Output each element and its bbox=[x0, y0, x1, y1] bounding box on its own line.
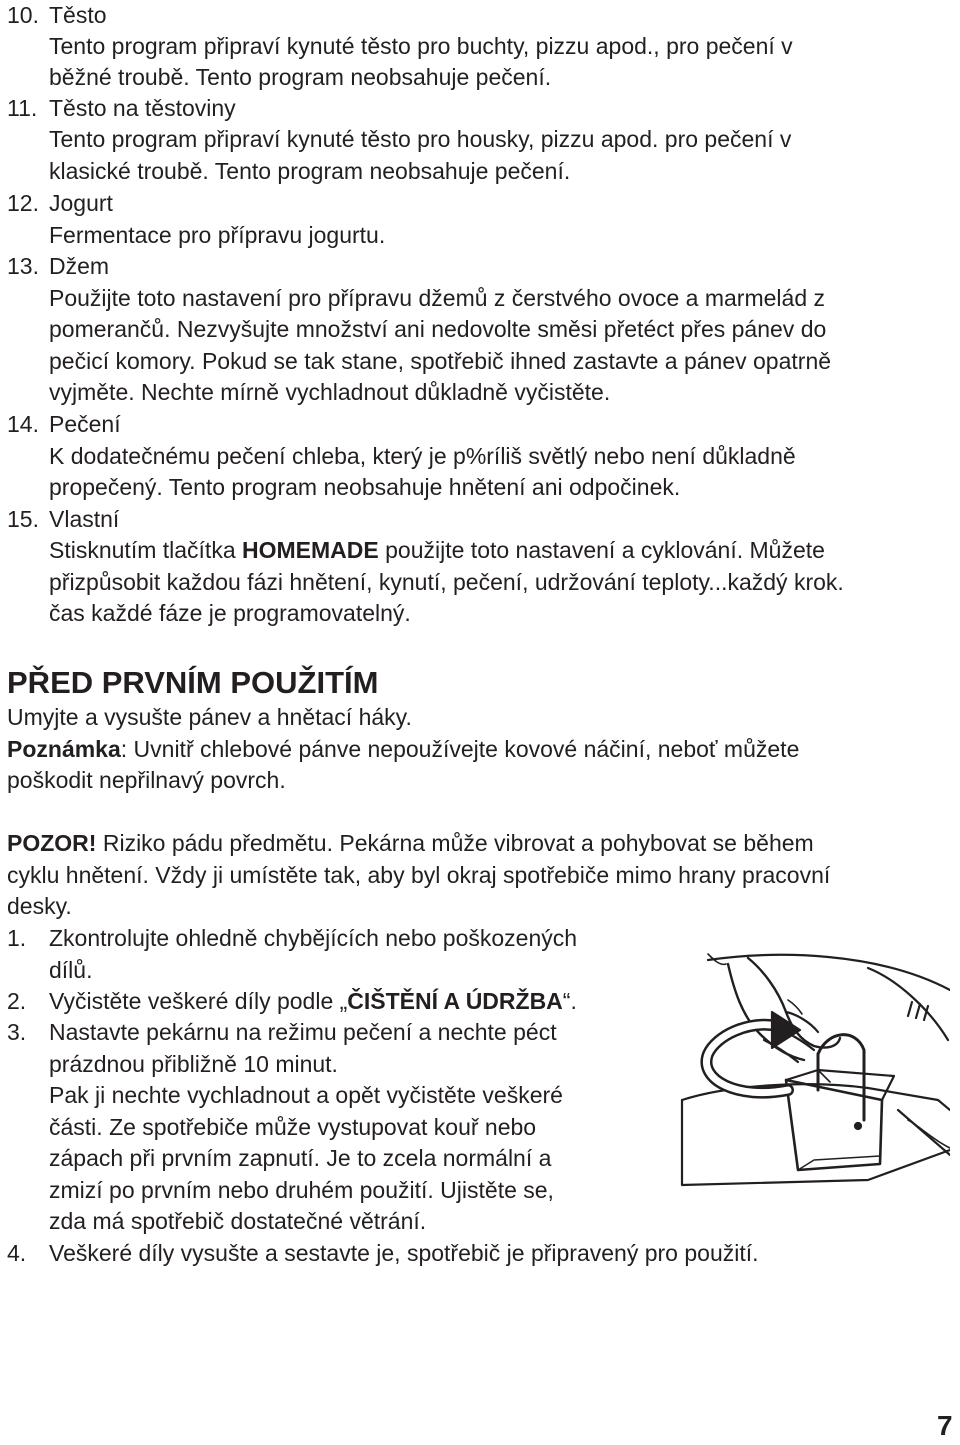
program-desc-line: čas každé fáze je programovatelný. bbox=[49, 600, 411, 626]
program-name: Těsto na těstoviny bbox=[49, 95, 236, 121]
cleaning-section-reference: ČIŠTĚNÍ A ÚDRŽBA bbox=[347, 988, 563, 1014]
program-desc-line bbox=[49, 535, 825, 567]
step-line: Zkontrolujte ohledně chybějících nebo poškozených bbox=[49, 925, 578, 951]
program-desc-line: Tento program připraví kynuté těsto pro buchty, pizzu apod., pro pečení v bbox=[49, 33, 793, 59]
warning-text: Riziko pádu předmětu. Pekárna může vibrovat a pohybovat se během bbox=[96, 830, 814, 856]
step-line: zápach při prvním zapnutí. Je to zcela normální a bbox=[49, 1145, 552, 1171]
step-line: Nastavte pekárnu na režimu pečení a nechte péct bbox=[49, 1019, 557, 1045]
warning-label: POZOR! bbox=[7, 830, 97, 856]
step-number: 2. bbox=[7, 988, 27, 1014]
program-name: Džem bbox=[49, 253, 110, 279]
program-desc-line: K dodatečnému pečení chleba, který je p%ríliš světlý nebo není důkladně bbox=[49, 443, 796, 469]
program-desc-line: propečený. Tento program neobsahuje hnětení ani odpočinek. bbox=[49, 474, 681, 500]
program-desc-line: pečicí komory. Pokud se tak stane, spotřebič ihned zastavte a pánev opatrně bbox=[49, 348, 832, 374]
warning-line bbox=[7, 828, 814, 860]
program-desc-line: klasické troubě. Tento program neobsahuje pečení. bbox=[49, 158, 571, 184]
step-line: zda má spotřebič dostatečné větrání. bbox=[49, 1208, 427, 1234]
program-desc-line: přizpůsobit každou fázi hnětení, kynutí, pečení, udržování teploty...každý krok. bbox=[49, 569, 844, 595]
program-desc-line: vyjměte. Nechte mírně vychladnout důkladně vyčistěte. bbox=[49, 379, 611, 405]
step-line bbox=[49, 986, 577, 1018]
note-text: : Uvnitř chlebové pánve nepoužívejte kovové náčiní, neboť můžete bbox=[120, 736, 800, 762]
program-name: Jogurt bbox=[49, 190, 113, 216]
note-label: Poznámka bbox=[7, 736, 121, 762]
section-intro: Umyjte a vysušte pánev a hnětací háky. bbox=[7, 704, 412, 730]
program-number: 15. bbox=[7, 506, 39, 532]
step-text: Vyčistěte veškeré díly podle „ bbox=[49, 988, 348, 1014]
program-desc-line: Fermentace pro přípravu jogurtu. bbox=[49, 222, 386, 248]
step-number: 4. bbox=[7, 1240, 27, 1266]
program-name: Pečení bbox=[49, 411, 121, 437]
warning-line: cyklu hnětení. Vždy ji umístěte tak, aby byl okraj spotřebiče mimo hrany pracovní bbox=[7, 862, 831, 888]
program-desc-line: Tento program připraví kynuté těsto pro housky, pizzu apod. pro pečení v bbox=[49, 126, 792, 152]
step-line: Pak ji nechte vychladnout a opět vyčistěte veškeré bbox=[49, 1082, 563, 1108]
desc-text: Stisknutím tlačítka bbox=[49, 537, 243, 563]
program-number: 13. bbox=[7, 253, 39, 279]
note-line bbox=[7, 734, 799, 766]
program-name: Vlastní bbox=[49, 506, 120, 532]
hand-lifting-bread-pan-illustration bbox=[668, 950, 950, 1198]
program-desc-line: běžné troubě. Tento program neobsahuje pečení. bbox=[49, 64, 552, 90]
program-desc-line: pomerančů. Nezvyšujte množství ani nedovolte směsi přetéct přes pánev do bbox=[49, 316, 827, 342]
note-line: poškodit nepřilnavý povrch. bbox=[7, 767, 286, 793]
program-name: Těsto bbox=[49, 2, 107, 28]
step-text: “. bbox=[562, 988, 577, 1014]
step-line: dílů. bbox=[49, 957, 93, 983]
step-line: Veškeré díly vysušte a sestavte je, spotřebič je připravený pro použití. bbox=[49, 1240, 759, 1266]
step-line: prázdnou přibližně 10 minut. bbox=[49, 1051, 338, 1077]
step-number: 1. bbox=[7, 925, 27, 951]
page-number: 7 bbox=[937, 1410, 953, 1441]
section-title: PŘED PRVNÍM POUŽITÍM bbox=[7, 665, 379, 700]
program-number: 12. bbox=[7, 190, 39, 216]
homemade-button-label: HOMEMADE bbox=[242, 537, 379, 563]
warning-line: desky. bbox=[7, 893, 72, 919]
step-line: zmizí po prvním nebo druhém použití. Ujistěte se, bbox=[49, 1177, 554, 1203]
program-desc-line: Použijte toto nastavení pro přípravu džemů z čerstvého ovoce a marmelád z bbox=[49, 285, 826, 311]
step-number: 3. bbox=[7, 1019, 27, 1045]
program-number: 14. bbox=[7, 411, 39, 437]
desc-text: použijte toto nastavení a cyklování. Můžete bbox=[378, 537, 825, 563]
program-number: 11. bbox=[7, 95, 38, 121]
step-line: části. Ze spotřebiče může vystupovat kouř nebo bbox=[49, 1114, 537, 1140]
program-number: 10. bbox=[7, 2, 39, 28]
